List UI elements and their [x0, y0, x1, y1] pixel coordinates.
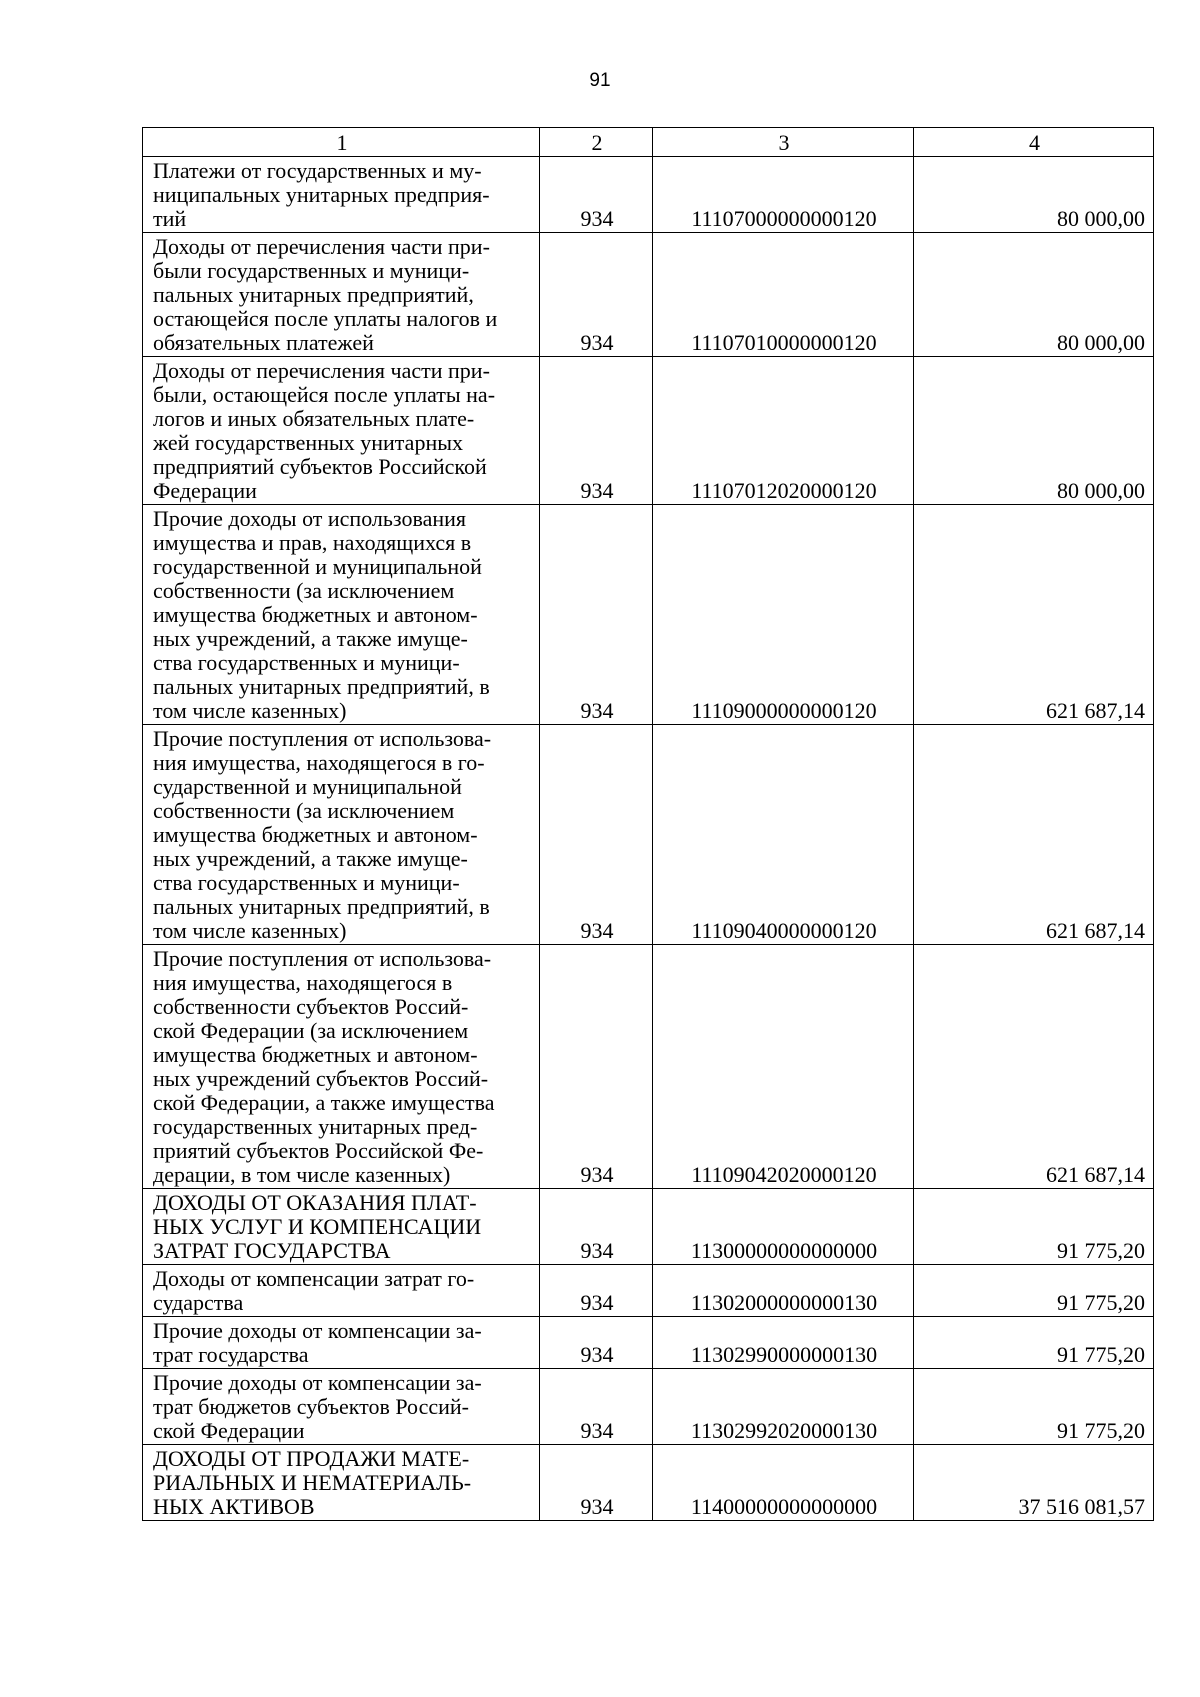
table-row	[143, 1445, 1154, 1521]
row-admin-code: 934	[540, 1445, 653, 1521]
row-description: Прочие доходы от компенсации за- трат бюджетов субъектов Россий- ской Федерации	[143, 1369, 540, 1445]
table-row	[143, 233, 1154, 357]
row-admin-code: 934	[540, 505, 653, 725]
row-budget-code: 11107000000000120	[653, 157, 914, 233]
row-amount: 91 775,20	[914, 1317, 1154, 1369]
row-amount: 37 516 081,57	[914, 1445, 1154, 1521]
row-description: ДОХОДЫ ОТ ОКАЗАНИЯ ПЛАТ- НЫХ УСЛУГ И КОМПЕНСАЦИИ ЗАТРАТ ГОСУДАРСТВА	[143, 1189, 540, 1265]
row-admin-code: 934	[540, 725, 653, 945]
row-amount: 91 775,20	[914, 1369, 1154, 1445]
row-budget-code: 11107012020000120	[653, 357, 914, 505]
row-budget-code: 11302992020000130	[653, 1369, 914, 1445]
table-row	[143, 1189, 1154, 1265]
table-row	[143, 945, 1154, 1189]
row-budget-code: 11300000000000000	[653, 1189, 914, 1265]
page-number: 91	[589, 70, 611, 91]
row-budget-code: 11107010000000120	[653, 233, 914, 357]
row-amount: 80 000,00	[914, 233, 1154, 357]
row-amount: 80 000,00	[914, 157, 1154, 233]
row-amount: 91 775,20	[914, 1265, 1154, 1317]
row-amount: 91 775,20	[914, 1189, 1154, 1265]
row-description: Платежи от государственных и му- ниципальных унитарных предприя- тий	[143, 157, 540, 233]
row-budget-code: 11400000000000000	[653, 1445, 914, 1521]
row-budget-code: 11109000000000120	[653, 505, 914, 725]
row-amount: 621 687,14	[914, 725, 1154, 945]
row-admin-code: 934	[540, 1189, 653, 1265]
row-description: ДОХОДЫ ОТ ПРОДАЖИ МАТЕ- РИАЛЬНЫХ И НЕМАТЕРИАЛЬ- НЫХ АКТИВОВ	[143, 1445, 540, 1521]
row-admin-code: 934	[540, 1369, 653, 1445]
table-row	[143, 1317, 1154, 1369]
revenue-table	[142, 127, 1154, 1521]
row-description: Доходы от перечисления части при- были государственных и муници- пальных унитарных предприятий, остающейся после уплаты налогов и обязательных платежей	[143, 233, 540, 357]
row-admin-code: 934	[540, 1265, 653, 1317]
row-description: Прочие доходы от использования имущества и прав, находящихся в государственной и муниципальной собственности (за исключением имущества бюджетных и автоном- ных учреждений, а также имуще- ства государственных и муници- пальных унитарных предприятий, в том числе казенных)	[143, 505, 540, 725]
column-header-3: 3	[653, 128, 914, 157]
row-description: Прочие доходы от компенсации за- трат государства	[143, 1317, 540, 1369]
row-admin-code: 934	[540, 157, 653, 233]
table-row	[143, 725, 1154, 945]
header-row	[143, 128, 1154, 157]
column-header-2: 2	[540, 128, 653, 157]
row-budget-code: 11109042020000120	[653, 945, 914, 1189]
table-row	[143, 1369, 1154, 1445]
row-amount: 80 000,00	[914, 357, 1154, 505]
column-header-1: 1	[143, 128, 540, 157]
row-budget-code: 11302990000000130	[653, 1317, 914, 1369]
table-row	[143, 505, 1154, 725]
row-amount: 621 687,14	[914, 945, 1154, 1189]
row-admin-code: 934	[540, 1317, 653, 1369]
table-row	[143, 357, 1154, 505]
table-row	[143, 1265, 1154, 1317]
row-description: Доходы от компенсации затрат го- сударства	[143, 1265, 540, 1317]
row-admin-code: 934	[540, 233, 653, 357]
row-admin-code: 934	[540, 945, 653, 1189]
table-row	[143, 157, 1154, 233]
row-budget-code: 11109040000000120	[653, 725, 914, 945]
row-description: Прочие поступления от использова- ния имущества, находящегося в собственности субъектов Россий- ской Федерации (за исключением имущества бюджетных и автоном- ных учреждений субъектов Россий- ской Федерации, а также имущества государственных унитарных пред- приятий субъектов Российской Фе- дерации, в том числе казенных)	[143, 945, 540, 1189]
column-header-4: 4	[914, 128, 1154, 157]
row-description: Доходы от перечисления части при- были, остающейся после уплаты на- логов и иных обязательных плате- жей государственных унитарных предприятий субъектов Российской Федерации	[143, 357, 540, 505]
row-budget-code: 11302000000000130	[653, 1265, 914, 1317]
row-amount: 621 687,14	[914, 505, 1154, 725]
row-admin-code: 934	[540, 357, 653, 505]
row-description: Прочие поступления от использова- ния имущества, находящегося в го- сударственной и муниципальной собственности (за исключением имущества бюджетных и автоном- ных учреждений, а также имуще- ства государственных и муници- пальных унитарных предприятий, в том числе казенных)	[143, 725, 540, 945]
